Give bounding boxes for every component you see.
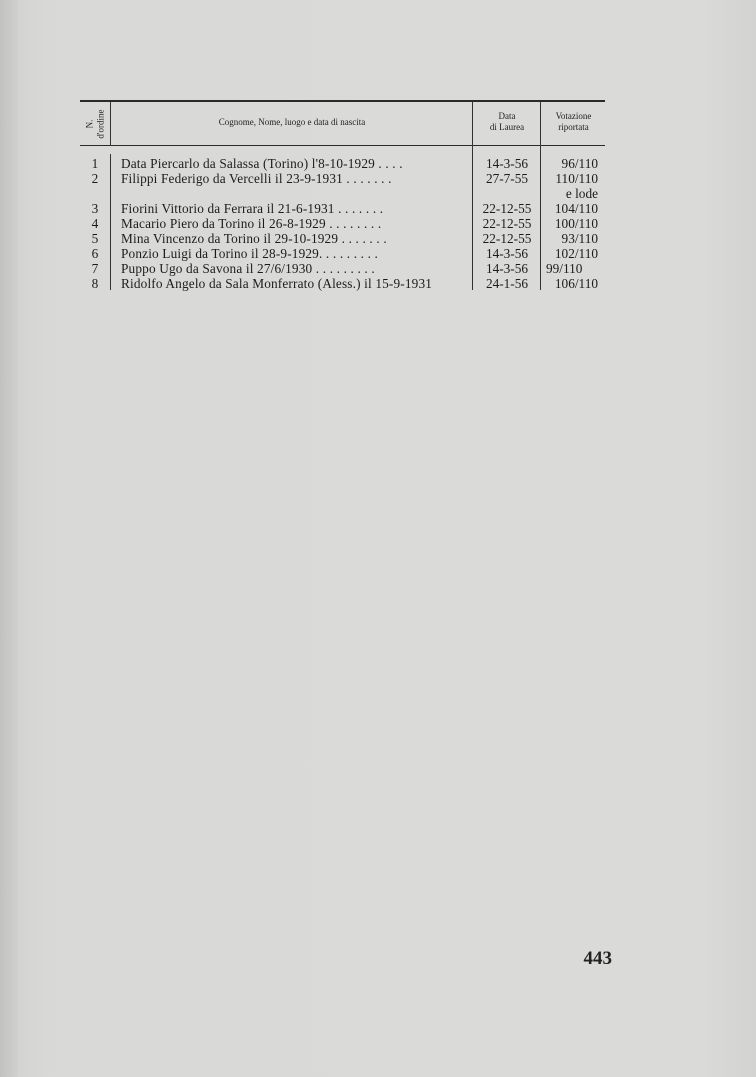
row-grade <box>542 171 598 201</box>
table-row <box>80 261 605 276</box>
row-number: 5 <box>91 231 99 246</box>
row-name: Fiorini Vittorio da Ferrara il 21-6-1931 . . . . . . . <box>121 201 384 216</box>
row-date: 27-7-55 <box>485 171 529 186</box>
row-grade: 96/110 <box>561 156 598 171</box>
row-number: 6 <box>91 246 99 261</box>
header-grade-line1: Votazione <box>555 111 592 121</box>
row-number: 1 <box>91 156 99 171</box>
row-number: 8 <box>91 276 99 291</box>
row-grade-value: 110/110 <box>555 171 598 186</box>
table-top-rule <box>80 100 605 102</box>
header-order-number-line2: d'ordine <box>95 109 106 139</box>
row-grade: 100/110 <box>554 216 598 231</box>
page-edge-shadow <box>0 0 18 1077</box>
table-row <box>80 246 605 261</box>
row-date: 22-12-55 <box>482 201 532 216</box>
column-divider-num <box>110 102 111 146</box>
row-number: 4 <box>91 216 99 231</box>
row-date: 14-3-56 <box>485 156 529 171</box>
header-order-number-line1: N. <box>84 119 95 129</box>
header-graduation-date-line1: Data <box>498 111 516 121</box>
row-name: Data Piercarlo da Salassa (Torino) l'8-10-1929 . . . . <box>121 156 403 171</box>
table-row <box>80 201 605 216</box>
table-row <box>80 276 605 291</box>
row-name: Mina Vincenzo da Torino il 29-10-1929 . . . . . . . <box>121 231 387 246</box>
row-grade: 102/110 <box>554 246 598 261</box>
row-name: Macario Piero da Torino il 26-8-1929 . . . . . . . . <box>121 216 382 231</box>
table-row <box>80 156 605 171</box>
page-number: 443 <box>583 948 612 969</box>
row-name: Ponzio Luigi da Torino il 28-9-1929. . . . . . . . . <box>121 246 379 261</box>
row-number: 7 <box>91 261 99 276</box>
row-date: 14-3-56 <box>485 246 529 261</box>
header-order-number <box>80 104 110 144</box>
row-grade: 104/110 <box>554 201 598 216</box>
row-number: 3 <box>91 201 99 216</box>
header-grade <box>542 111 605 133</box>
row-grade-honors: e lode <box>565 186 598 201</box>
row-date: 22-12-55 <box>482 231 532 246</box>
row-name: Filippi Federigo da Vercelli il 23-9-1931 . . . . . . . <box>121 171 392 186</box>
header-name: Cognome, Nome, luogo e data di nascita <box>218 117 366 127</box>
table-row <box>80 216 605 231</box>
row-date: 24-1-56 <box>485 276 529 291</box>
header-grade-line2: riportata <box>558 122 589 132</box>
table-row <box>80 171 605 201</box>
row-date: 14-3-56 <box>485 261 529 276</box>
header-graduation-date-line2: di Laurea <box>489 122 525 132</box>
header-graduation-date <box>474 111 540 133</box>
table-header-rule <box>80 145 605 146</box>
table-body <box>80 156 605 291</box>
row-grade: 93/110 <box>561 231 598 246</box>
row-date: 22-12-55 <box>482 216 532 231</box>
row-grade: 99/110 <box>546 261 583 276</box>
row-name: Ridolfo Angelo da Sala Monferrato (Aless.) il 15-9-1931 <box>121 276 433 291</box>
row-number: 2 <box>91 171 99 186</box>
table-row <box>80 231 605 246</box>
row-grade: 106/110 <box>554 276 598 291</box>
row-name: Puppo Ugo da Savona il 27/6/1930 . . . . . . . . . <box>121 261 375 276</box>
